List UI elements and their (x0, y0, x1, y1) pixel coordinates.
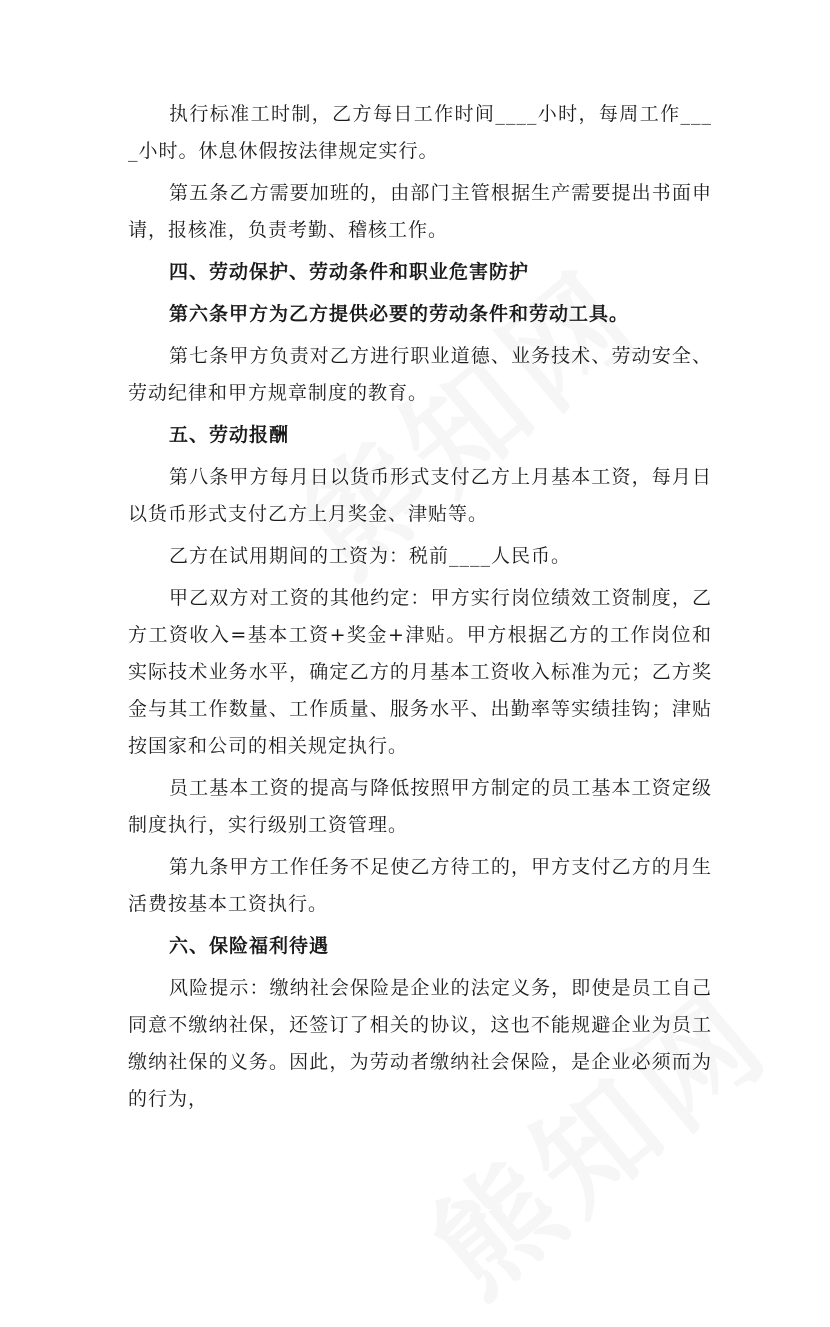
paragraph-article-9: 第九条甲方工作任务不足使乙方待工的，甲方支付乙方的月生活费按基本工资执行。 (128, 856, 712, 915)
paragraph-risk-notice: 风险提示：缴纳社会保险是企业的法定义务，即使是员工自己同意不缴纳社保，还签订了相关的协议，这也不能规避企业为员工缴纳社保的义务。因此，为劳动者缴纳社会保险，是企业必须而为的行为， (128, 977, 712, 1110)
paragraph-base-wage-adjustment: 员工基本工资的提高与降低按照甲方制定的员工基本工资定级制度执行，实行级别工资管理。 (128, 777, 712, 836)
section-heading-labor-protection: 四、劳动保护、劳动条件和职业危害防护 (169, 261, 530, 283)
paragraph-article-8: 第八条甲方每月日以货币形式支付乙方上月基本工资，每月日以货币形式支付乙方上月奖金、津贴等。 (128, 466, 712, 525)
paragraph-article-6: 第六条甲方为乙方提供必要的劳动条件和劳动工具。 (169, 303, 630, 325)
paragraph-probation-wage: 乙方在试用期间的工资为：税前____人民币。 (169, 545, 572, 567)
paragraph-article-7: 第七条甲方负责对乙方进行职业道德、业务技术、劳动安全、劳动纪律和甲方规章制度的教育。 (128, 345, 712, 404)
section-heading-remuneration: 五、劳动报酬 (169, 424, 290, 446)
document-body (128, 96, 712, 1123)
paragraph-work-hours: 执行标准工时制，乙方每日工作时间____小时，每周工作____小时。休息休假按法律规定实行。 (128, 103, 712, 162)
paragraph-article-5: 第五条乙方需要加班的，由部门主管根据生产需要提出书面申请，报核准，负责考勤、稽核工作。 (128, 182, 712, 241)
paragraph-wage-agreement: 甲乙双方对工资的其他约定：甲方实行岗位绩效工资制度，乙方工资收入=基本工资+奖金+津贴。甲方根据乙方的工作岗位和实际技术业务水平，确定乙方的月基本工资收入标准为元；乙方奖金与其工作数量、工作质量、服务水平、出勤率等实绩挂钩；津贴按国家和公司的相关规定执行。 (128, 587, 712, 757)
section-heading-insurance: 六、保险福利待遇 (169, 935, 330, 957)
